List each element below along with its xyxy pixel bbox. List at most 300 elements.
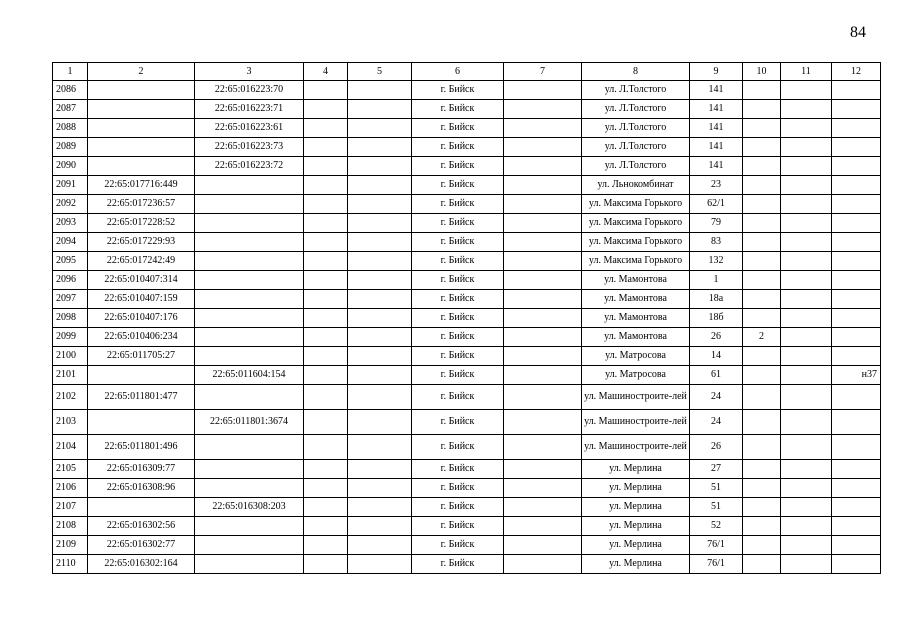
col12-cell bbox=[832, 252, 881, 271]
column-header: 5 bbox=[348, 63, 412, 81]
col5-cell bbox=[348, 479, 412, 498]
col5-cell bbox=[348, 410, 412, 435]
street-cell: ул. Л.Толстого bbox=[582, 100, 690, 119]
col7-cell bbox=[504, 195, 582, 214]
cadastral-number-alt-cell bbox=[195, 195, 304, 214]
cadastral-number-cell bbox=[88, 100, 195, 119]
city-cell: г. Бийск bbox=[412, 435, 504, 460]
col5-cell bbox=[348, 460, 412, 479]
col12-cell bbox=[832, 119, 881, 138]
col10-cell bbox=[743, 435, 781, 460]
col10-cell bbox=[743, 252, 781, 271]
table-row bbox=[53, 366, 881, 385]
street-cell: ул. Мамонтова bbox=[582, 328, 690, 347]
col12-cell bbox=[832, 195, 881, 214]
col10-cell bbox=[743, 517, 781, 536]
col12-cell bbox=[832, 81, 881, 100]
row-number-cell: 2107 bbox=[53, 498, 88, 517]
row-number-cell: 2088 bbox=[53, 119, 88, 138]
street-cell: ул. Мерлина bbox=[582, 479, 690, 498]
city-cell: г. Бийск bbox=[412, 309, 504, 328]
table-row bbox=[53, 271, 881, 290]
house-number-cell: 51 bbox=[690, 479, 743, 498]
col11-cell bbox=[781, 100, 832, 119]
house-number-cell: 1 bbox=[690, 271, 743, 290]
street-cell: ул. Максима Горького bbox=[582, 252, 690, 271]
city-cell: г. Бийск bbox=[412, 252, 504, 271]
table-row bbox=[53, 138, 881, 157]
col12-cell bbox=[832, 460, 881, 479]
header-row bbox=[53, 63, 881, 81]
column-header: 10 bbox=[743, 63, 781, 81]
house-number-cell: 61 bbox=[690, 366, 743, 385]
cadastral-number-cell: 22:65:017716:449 bbox=[88, 176, 195, 195]
col7-cell bbox=[504, 385, 582, 410]
col10-cell bbox=[743, 479, 781, 498]
col10-cell bbox=[743, 100, 781, 119]
cadastral-number-alt-cell: 22:65:016223:73 bbox=[195, 138, 304, 157]
col11-cell bbox=[781, 176, 832, 195]
col7-cell bbox=[504, 347, 582, 366]
col5-cell bbox=[348, 555, 412, 574]
col4-cell bbox=[304, 214, 348, 233]
house-number-cell: 52 bbox=[690, 517, 743, 536]
col5-cell bbox=[348, 290, 412, 309]
col11-cell bbox=[781, 479, 832, 498]
cadastral-number-cell: 22:65:010407:159 bbox=[88, 290, 195, 309]
house-number-cell: 141 bbox=[690, 100, 743, 119]
col7-cell bbox=[504, 176, 582, 195]
col5-cell bbox=[348, 536, 412, 555]
row-number-cell: 2098 bbox=[53, 309, 88, 328]
col5-cell bbox=[348, 176, 412, 195]
col11-cell bbox=[781, 366, 832, 385]
street-cell: ул. Мерлина bbox=[582, 498, 690, 517]
col7-cell bbox=[504, 252, 582, 271]
table-row bbox=[53, 410, 881, 435]
cadastral-number-cell bbox=[88, 138, 195, 157]
house-number-cell: 26 bbox=[690, 435, 743, 460]
col12-cell bbox=[832, 309, 881, 328]
col5-cell bbox=[348, 347, 412, 366]
col12-cell bbox=[832, 347, 881, 366]
col7-cell bbox=[504, 460, 582, 479]
col4-cell bbox=[304, 157, 348, 176]
col7-cell bbox=[504, 435, 582, 460]
col10-cell bbox=[743, 271, 781, 290]
table-row bbox=[53, 214, 881, 233]
cadastral-number-cell: 22:65:011801:477 bbox=[88, 385, 195, 410]
col10-cell bbox=[743, 138, 781, 157]
col7-cell bbox=[504, 138, 582, 157]
col4-cell bbox=[304, 410, 348, 435]
col5-cell bbox=[348, 271, 412, 290]
street-cell: ул. Мерлина bbox=[582, 536, 690, 555]
street-cell: ул. Л.Толстого bbox=[582, 119, 690, 138]
col4-cell bbox=[304, 81, 348, 100]
col7-cell bbox=[504, 233, 582, 252]
cadastral-number-alt-cell bbox=[195, 233, 304, 252]
house-number-cell: 79 bbox=[690, 214, 743, 233]
col4-cell bbox=[304, 498, 348, 517]
col10-cell bbox=[743, 366, 781, 385]
row-number-cell: 2099 bbox=[53, 328, 88, 347]
street-cell: ул. Мамонтова bbox=[582, 290, 690, 309]
column-header: 8 bbox=[582, 63, 690, 81]
city-cell: г. Бийск bbox=[412, 555, 504, 574]
city-cell: г. Бийск bbox=[412, 157, 504, 176]
street-cell: ул. Мерлина bbox=[582, 517, 690, 536]
house-number-cell: 76/1 bbox=[690, 536, 743, 555]
col7-cell bbox=[504, 328, 582, 347]
col5-cell bbox=[348, 195, 412, 214]
col10-cell bbox=[743, 157, 781, 176]
cadastral-number-cell: 22:65:016302:56 bbox=[88, 517, 195, 536]
city-cell: г. Бийск bbox=[412, 195, 504, 214]
col10-cell bbox=[743, 536, 781, 555]
col7-cell bbox=[504, 366, 582, 385]
cadastral-number-alt-cell bbox=[195, 479, 304, 498]
col11-cell bbox=[781, 385, 832, 410]
col4-cell bbox=[304, 138, 348, 157]
table-row bbox=[53, 460, 881, 479]
column-header: 3 bbox=[195, 63, 304, 81]
cadastral-number-alt-cell: 22:65:016223:61 bbox=[195, 119, 304, 138]
cadastral-number-alt-cell bbox=[195, 385, 304, 410]
col12-cell bbox=[832, 555, 881, 574]
street-cell: ул. Максима Горького bbox=[582, 233, 690, 252]
cadastral-number-alt-cell bbox=[195, 271, 304, 290]
street-cell: ул. Машиностроите-лей bbox=[582, 410, 690, 435]
cadastral-number-alt-cell bbox=[195, 309, 304, 328]
city-cell: г. Бийск bbox=[412, 410, 504, 435]
city-cell: г. Бийск bbox=[412, 176, 504, 195]
col12-cell bbox=[832, 385, 881, 410]
cadastral-number-alt-cell bbox=[195, 176, 304, 195]
house-number-cell: 51 bbox=[690, 498, 743, 517]
street-cell: ул. Мерлина bbox=[582, 460, 690, 479]
col5-cell bbox=[348, 233, 412, 252]
cadastral-number-cell: 22:65:016309:77 bbox=[88, 460, 195, 479]
col10-cell bbox=[743, 460, 781, 479]
col11-cell bbox=[781, 410, 832, 435]
row-number-cell: 2103 bbox=[53, 410, 88, 435]
col11-cell bbox=[781, 271, 832, 290]
col12-cell bbox=[832, 536, 881, 555]
col10-cell bbox=[743, 233, 781, 252]
col12-cell bbox=[832, 435, 881, 460]
col11-cell bbox=[781, 555, 832, 574]
cadastral-number-cell: 22:65:016308:96 bbox=[88, 479, 195, 498]
row-number-cell: 2092 bbox=[53, 195, 88, 214]
table-row bbox=[53, 555, 881, 574]
column-header: 7 bbox=[504, 63, 582, 81]
city-cell: г. Бийск bbox=[412, 385, 504, 410]
col11-cell bbox=[781, 214, 832, 233]
cadastral-number-cell bbox=[88, 498, 195, 517]
cadastral-number-cell: 22:65:017242:49 bbox=[88, 252, 195, 271]
col12-cell bbox=[832, 176, 881, 195]
house-number-cell: 24 bbox=[690, 385, 743, 410]
column-header: 11 bbox=[781, 63, 832, 81]
col11-cell bbox=[781, 435, 832, 460]
row-number-cell: 2108 bbox=[53, 517, 88, 536]
col4-cell bbox=[304, 366, 348, 385]
col4-cell bbox=[304, 479, 348, 498]
cadastral-number-cell: 22:65:010407:314 bbox=[88, 271, 195, 290]
col5-cell bbox=[348, 517, 412, 536]
col4-cell bbox=[304, 100, 348, 119]
house-number-cell: 14 bbox=[690, 347, 743, 366]
table-row bbox=[53, 176, 881, 195]
col4-cell bbox=[304, 536, 348, 555]
col5-cell bbox=[348, 100, 412, 119]
city-cell: г. Бийск bbox=[412, 460, 504, 479]
table-row bbox=[53, 385, 881, 410]
table-row bbox=[53, 81, 881, 100]
house-number-cell: 83 bbox=[690, 233, 743, 252]
page-number: 84 bbox=[850, 24, 866, 41]
col7-cell bbox=[504, 157, 582, 176]
cadastral-number-cell bbox=[88, 81, 195, 100]
street-cell: ул. Льнокомбинат bbox=[582, 176, 690, 195]
col10-cell bbox=[743, 555, 781, 574]
col11-cell bbox=[781, 195, 832, 214]
col10-cell bbox=[743, 309, 781, 328]
col4-cell bbox=[304, 119, 348, 138]
row-number-cell: 2105 bbox=[53, 460, 88, 479]
col11-cell bbox=[781, 309, 832, 328]
col11-cell bbox=[781, 157, 832, 176]
col11-cell bbox=[781, 252, 832, 271]
house-number-cell: 132 bbox=[690, 252, 743, 271]
cadastral-number-cell bbox=[88, 157, 195, 176]
cadastral-number-cell bbox=[88, 119, 195, 138]
row-number-cell: 2106 bbox=[53, 479, 88, 498]
col12-cell bbox=[832, 214, 881, 233]
city-cell: г. Бийск bbox=[412, 100, 504, 119]
cadastral-number-alt-cell: 22:65:011604:154 bbox=[195, 366, 304, 385]
col11-cell bbox=[781, 498, 832, 517]
col12-cell bbox=[832, 517, 881, 536]
col5-cell bbox=[348, 328, 412, 347]
row-number-cell: 2101 bbox=[53, 366, 88, 385]
cadastral-number-cell: 22:65:017236:57 bbox=[88, 195, 195, 214]
col12-cell bbox=[832, 498, 881, 517]
row-number-cell: 2109 bbox=[53, 536, 88, 555]
city-cell: г. Бийск bbox=[412, 138, 504, 157]
col12-cell bbox=[832, 328, 881, 347]
cadastral-number-cell: 22:65:011801:496 bbox=[88, 435, 195, 460]
col4-cell bbox=[304, 385, 348, 410]
col7-cell bbox=[504, 309, 582, 328]
column-header: 2 bbox=[88, 63, 195, 81]
row-number-cell: 2086 bbox=[53, 81, 88, 100]
table-row bbox=[53, 435, 881, 460]
col12-cell bbox=[832, 233, 881, 252]
table-row bbox=[53, 517, 881, 536]
house-number-cell: 18а bbox=[690, 290, 743, 309]
cadastral-number-alt-cell bbox=[195, 328, 304, 347]
row-number-cell: 2093 bbox=[53, 214, 88, 233]
cadastral-number-cell: 22:65:016302:164 bbox=[88, 555, 195, 574]
register-table bbox=[52, 62, 881, 574]
col4-cell bbox=[304, 233, 348, 252]
column-header: 1 bbox=[53, 63, 88, 81]
col11-cell bbox=[781, 517, 832, 536]
col10-cell bbox=[743, 214, 781, 233]
col4-cell bbox=[304, 252, 348, 271]
street-cell: ул. Л.Толстого bbox=[582, 138, 690, 157]
row-number-cell: 2087 bbox=[53, 100, 88, 119]
col11-cell bbox=[781, 460, 832, 479]
col10-cell bbox=[743, 176, 781, 195]
cadastral-number-cell: 22:65:010407:176 bbox=[88, 309, 195, 328]
table-row bbox=[53, 479, 881, 498]
table-body bbox=[53, 81, 881, 574]
house-number-cell: 141 bbox=[690, 119, 743, 138]
col7-cell bbox=[504, 81, 582, 100]
col11-cell bbox=[781, 328, 832, 347]
table-row bbox=[53, 195, 881, 214]
col11-cell bbox=[781, 119, 832, 138]
col10-cell bbox=[743, 385, 781, 410]
col7-cell bbox=[504, 498, 582, 517]
table-row bbox=[53, 498, 881, 517]
street-cell: ул. Машиностроите-лей bbox=[582, 435, 690, 460]
table-row bbox=[53, 290, 881, 309]
col4-cell bbox=[304, 435, 348, 460]
row-number-cell: 2100 bbox=[53, 347, 88, 366]
street-cell: ул. Машиностроите-лей bbox=[582, 385, 690, 410]
row-number-cell: 2110 bbox=[53, 555, 88, 574]
col4-cell bbox=[304, 195, 348, 214]
col4-cell bbox=[304, 309, 348, 328]
street-cell: ул. Матросова bbox=[582, 347, 690, 366]
city-cell: г. Бийск bbox=[412, 328, 504, 347]
col7-cell bbox=[504, 517, 582, 536]
col5-cell bbox=[348, 309, 412, 328]
col5-cell bbox=[348, 366, 412, 385]
col10-cell bbox=[743, 195, 781, 214]
col10-cell bbox=[743, 81, 781, 100]
row-number-cell: 2095 bbox=[53, 252, 88, 271]
col5-cell bbox=[348, 214, 412, 233]
col4-cell bbox=[304, 555, 348, 574]
row-number-cell: 2102 bbox=[53, 385, 88, 410]
col7-cell bbox=[504, 479, 582, 498]
col5-cell bbox=[348, 81, 412, 100]
cadastral-number-alt-cell bbox=[195, 555, 304, 574]
house-number-cell: 62/1 bbox=[690, 195, 743, 214]
col11-cell bbox=[781, 81, 832, 100]
house-number-cell: 27 bbox=[690, 460, 743, 479]
street-cell: ул. Л.Толстого bbox=[582, 157, 690, 176]
row-number-cell: 2104 bbox=[53, 435, 88, 460]
city-cell: г. Бийск bbox=[412, 271, 504, 290]
house-number-cell: 141 bbox=[690, 138, 743, 157]
col4-cell bbox=[304, 271, 348, 290]
col5-cell bbox=[348, 435, 412, 460]
city-cell: г. Бийск bbox=[412, 366, 504, 385]
col12-cell bbox=[832, 479, 881, 498]
col5-cell bbox=[348, 498, 412, 517]
cadastral-number-cell: 22:65:016302:77 bbox=[88, 536, 195, 555]
col11-cell bbox=[781, 138, 832, 157]
cadastral-number-alt-cell bbox=[195, 517, 304, 536]
col4-cell bbox=[304, 290, 348, 309]
house-number-cell: 24 bbox=[690, 410, 743, 435]
col12-cell bbox=[832, 138, 881, 157]
cadastral-number-alt-cell: 22:65:016223:71 bbox=[195, 100, 304, 119]
city-cell: г. Бийск bbox=[412, 119, 504, 138]
row-number-cell: 2091 bbox=[53, 176, 88, 195]
col12-cell bbox=[832, 100, 881, 119]
col7-cell bbox=[504, 271, 582, 290]
table-row bbox=[53, 119, 881, 138]
cadastral-number-cell: 22:65:017229:93 bbox=[88, 233, 195, 252]
col5-cell bbox=[348, 119, 412, 138]
table-row bbox=[53, 100, 881, 119]
city-cell: г. Бийск bbox=[412, 81, 504, 100]
cadastral-number-cell: 22:65:010406:234 bbox=[88, 328, 195, 347]
col4-cell bbox=[304, 460, 348, 479]
row-number-cell: 2097 bbox=[53, 290, 88, 309]
col10-cell: 2 bbox=[743, 328, 781, 347]
col12-cell bbox=[832, 410, 881, 435]
cadastral-number-alt-cell bbox=[195, 536, 304, 555]
cadastral-number-alt-cell bbox=[195, 214, 304, 233]
col12-cell bbox=[832, 271, 881, 290]
col11-cell bbox=[781, 536, 832, 555]
street-cell: ул. Максима Горького bbox=[582, 214, 690, 233]
cadastral-number-alt-cell bbox=[195, 460, 304, 479]
col7-cell bbox=[504, 290, 582, 309]
table-row bbox=[53, 233, 881, 252]
col5-cell bbox=[348, 138, 412, 157]
col10-cell bbox=[743, 498, 781, 517]
table-row bbox=[53, 536, 881, 555]
col12-cell: н37 bbox=[832, 366, 881, 385]
col10-cell bbox=[743, 347, 781, 366]
city-cell: г. Бийск bbox=[412, 347, 504, 366]
city-cell: г. Бийск bbox=[412, 290, 504, 309]
cadastral-number-cell bbox=[88, 366, 195, 385]
cadastral-number-cell bbox=[88, 410, 195, 435]
city-cell: г. Бийск bbox=[412, 536, 504, 555]
col4-cell bbox=[304, 328, 348, 347]
col4-cell bbox=[304, 176, 348, 195]
house-number-cell: 76/1 bbox=[690, 555, 743, 574]
table-row bbox=[53, 328, 881, 347]
house-number-cell: 26 bbox=[690, 328, 743, 347]
col7-cell bbox=[504, 410, 582, 435]
row-number-cell: 2089 bbox=[53, 138, 88, 157]
cadastral-number-alt-cell bbox=[195, 252, 304, 271]
col10-cell bbox=[743, 410, 781, 435]
street-cell: ул. Мерлина bbox=[582, 555, 690, 574]
house-number-cell: 141 bbox=[690, 81, 743, 100]
table-row bbox=[53, 309, 881, 328]
col7-cell bbox=[504, 555, 582, 574]
row-number-cell: 2094 bbox=[53, 233, 88, 252]
city-cell: г. Бийск bbox=[412, 517, 504, 536]
row-number-cell: 2090 bbox=[53, 157, 88, 176]
col5-cell bbox=[348, 252, 412, 271]
cadastral-number-alt-cell bbox=[195, 290, 304, 309]
city-cell: г. Бийск bbox=[412, 214, 504, 233]
cadastral-number-cell: 22:65:017228:52 bbox=[88, 214, 195, 233]
